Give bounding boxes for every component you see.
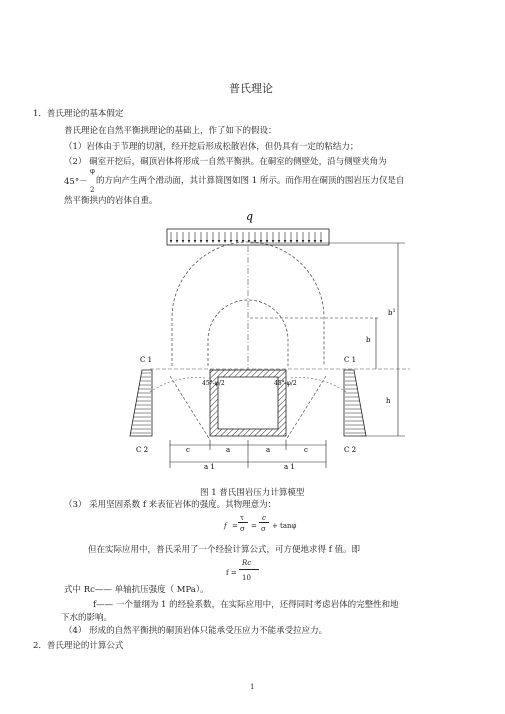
load-arrowhead <box>314 240 317 243</box>
pressure-model-figure <box>0 205 505 505</box>
c1-right-label: C 1 <box>344 356 357 364</box>
load-arrowhead <box>290 240 293 243</box>
load-arrowhead <box>278 240 281 243</box>
strength-coefficient-formula: f = τ σ = c σ + tanφ <box>224 514 297 533</box>
load-arrowhead <box>302 240 305 243</box>
dim-c-left: c <box>186 446 190 454</box>
b1-dimension-label: $b^1$ <box>388 308 396 317</box>
paragraph-intro: 普氏理论在自然平衡拱理论的基础上，作了如下的假设： <box>64 126 277 136</box>
section-heading-1: 1．普氏理论的基本假定 <box>33 109 124 119</box>
load-arrowhead <box>218 240 221 243</box>
load-arrowhead <box>296 240 299 243</box>
figure-caption: 图 1 普氏围岩压力计算模型 <box>200 488 305 498</box>
load-arrowhead <box>284 240 287 243</box>
dim-c-right: c <box>304 446 308 454</box>
load-arrowhead <box>206 240 209 243</box>
section-heading-2: 2．普氏理论的计算公式 <box>33 641 124 651</box>
dim-a-left: a <box>226 446 231 454</box>
load-arrowhead <box>182 240 185 243</box>
where-f: f—— 一个量纲为 1 的经验系数，在实际应用中，还得同时考虑岩体的完整性和地 <box>93 600 399 610</box>
right-lateral-pressure <box>344 370 366 436</box>
load-arrowhead <box>170 240 173 243</box>
angle-frac-denominator: 2 <box>90 186 95 194</box>
load-arrowhead <box>224 240 227 243</box>
c2-right-label: C 2 <box>344 446 357 454</box>
where-rc: 式中 Rc—— 单轴抗压强度（ MPa）。 <box>64 585 209 595</box>
left-lateral-pressure <box>130 370 152 436</box>
load-arrowhead <box>266 240 269 243</box>
dim-a1-left: a 1 <box>204 463 215 471</box>
load-arrowhead <box>212 240 215 243</box>
load-arrowhead <box>272 240 275 243</box>
page-title: 普氏理论 <box>229 82 273 95</box>
assumption-1: （1）岩体由于节理的切割，经开挖后形成松散岩体，但仍具有一定的粘结力； <box>64 142 359 152</box>
assumption-2-line1: （2） 硐室开挖后，硐顶岩体将形成一自然平衡拱。在硐室的侧壁处，沿与侧壁夹角为 <box>64 157 387 167</box>
empirical-formula: f = Rc 10 <box>226 558 286 586</box>
right-angle-label: 45°-φ/2 <box>274 380 297 387</box>
assumption-2-angle: 45°－ <box>64 177 88 187</box>
practice-paragraph: 但在实际应用中，普氏采用了一个经验计算公式，可方便地求得 f 值。即 <box>88 545 361 555</box>
angle-frac-numerator: φ <box>90 167 95 175</box>
assumption-2-line2: 的方向产生两个滑动面，其计算简图如图 1 所示。而作用在硐顶的围岩压力仅是自 <box>96 176 405 186</box>
load-arrowhead <box>200 240 203 243</box>
load-arrowhead <box>248 240 251 243</box>
b-dimension-label: b <box>366 336 371 344</box>
h-dimension-label: h <box>386 397 391 405</box>
load-arrowhead <box>230 240 233 243</box>
load-arrowhead <box>320 240 323 243</box>
dim-a-right: a <box>266 446 271 454</box>
assumption-3: （3） 采用坚固系数 f 来表征岩体的强度。其物理意为： <box>64 500 277 510</box>
left-angle-label: 45°-φ/2 <box>202 380 225 387</box>
page-number: 1 <box>250 683 255 691</box>
load-arrowhead <box>188 240 191 243</box>
dim-a1-right: a 1 <box>284 463 295 471</box>
load-arrowhead <box>260 240 263 243</box>
load-q-label: q <box>246 210 254 223</box>
horizontal-dimensions <box>170 440 326 468</box>
assumption-2-line3: 然平衡拱内的岩体自重。 <box>64 196 158 206</box>
load-arrowhead <box>194 240 197 243</box>
assumption-4: （4） 形成的自然平衡拱的硐顶岩体只能承受压应力不能承受拉应力。 <box>64 626 328 636</box>
uniform-load-arrows <box>167 229 329 245</box>
where-f-cont: 下水的影响。 <box>61 613 113 623</box>
c2-left-label: C 2 <box>136 446 149 454</box>
load-arrowhead <box>176 240 179 243</box>
c1-left-label: C 1 <box>140 356 153 364</box>
load-arrowhead <box>308 240 311 243</box>
